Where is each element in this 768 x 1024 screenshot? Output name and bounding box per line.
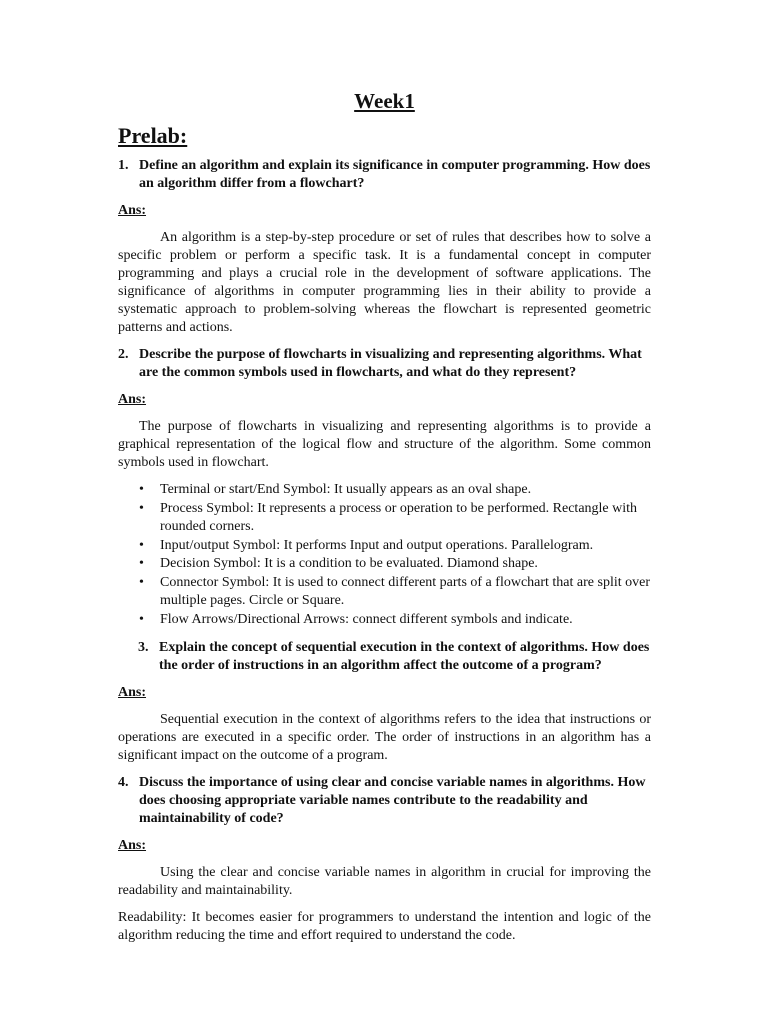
list-item: [139, 555, 651, 574]
bullet-icon: •: [139, 482, 144, 497]
page-title: Week1: [354, 89, 415, 113]
bullet-icon: •: [139, 574, 144, 590]
list-item: [139, 611, 651, 630]
list-item-text: Process Symbol: It represents a process or operation to be performed. Rectangle with rounded corners.: [160, 500, 638, 534]
answer-paragraph-readability: Readability: It becomes easier for programmers to understand the intention and logic of the algorithm reducing the time and effort required to understand the code.: [118, 910, 651, 943]
question-text: Describe the purpose of flowcharts in visualizing and representing algorithms. What are the common symbols used in flowcharts, and what do they represent?: [139, 347, 642, 380]
answer-paragraph: The purpose of flowcharts in visualizing and representing algorithms is to provide a graphical representation of the logical flow and structure of the algorithm. Some common symbols used in flowchart.: [118, 419, 651, 470]
question-text: Explain the concept of sequential execution in the context of algorithms. How does the order of instructions in an algorithm affect the outcome of a program?: [159, 640, 650, 673]
bullet-icon: •: [139, 611, 144, 627]
bullet-icon: •: [139, 556, 144, 571]
question-text: Discuss the importance of using clear and concise variable names in algorithms. How does choosing appropriate variable names contribute to the readability and maintainability of code?: [139, 775, 646, 826]
list-item-text: Terminal or start/End Symbol: It usually appears as an oval shape.: [160, 482, 532, 497]
list-item: [139, 574, 651, 611]
answer-label: Ans:: [118, 392, 147, 407]
bullet-icon: •: [139, 537, 144, 553]
question-text: Define an algorithm and explain its significance in computer programming. How does an algorithm differ from a flowchart?: [139, 158, 651, 191]
question-number: 4.: [118, 775, 129, 790]
list-item-text: Decision Symbol: It is a condition to be evaluated. Diamond shape.: [160, 556, 538, 571]
question-4: [118, 774, 651, 828]
question-2: [118, 346, 651, 382]
document-page: [118, 88, 651, 954]
answer-paragraph: An algorithm is a step-by-step procedure or set of rules that describes how to solve a specific problem or perform a specific task. It is a fundamental concept in computer programming and plays a crucial role in the development of software applications. The significance of algorithms in computer programming lies in their ability to provide a systematic approach to problem-solving whereas the flowchart is represented geometric patterns and actions.: [118, 230, 651, 335]
answer-label: Ans:: [118, 685, 147, 700]
question-3: [118, 639, 651, 675]
question-number: 1.: [118, 158, 129, 173]
list-item-text: Connector Symbol: It is used to connect different parts of a flowchart that are split over multiple pages. Circle or Square.: [160, 574, 650, 608]
list-item: [139, 481, 651, 500]
question-number: 3.: [138, 640, 149, 655]
bullet-icon: •: [139, 500, 144, 516]
answer-paragraph: Sequential execution in the context of algorithms refers to the idea that instructions or operations are executed in a specific order. The order of instructions in an algorithm has a significant impact on the outcome of a program.: [118, 712, 651, 763]
question-number: 2.: [118, 347, 129, 362]
answer-label: Ans:: [118, 203, 147, 218]
symbol-list: [118, 481, 651, 629]
section-heading: Prelab:: [118, 123, 188, 148]
list-item-text: Input/output Symbol: It performs Input and output operations. Parallelogram.: [160, 537, 594, 553]
list-item-text: Flow Arrows/Directional Arrows: connect different symbols and indicate.: [160, 611, 573, 627]
question-1: [118, 157, 651, 193]
list-item: [139, 500, 651, 537]
list-item: [139, 537, 651, 556]
answer-label: Ans:: [118, 838, 147, 853]
answer-paragraph: Using the clear and concise variable names in algorithm in crucial for improving the readability and maintainability.: [118, 865, 651, 898]
